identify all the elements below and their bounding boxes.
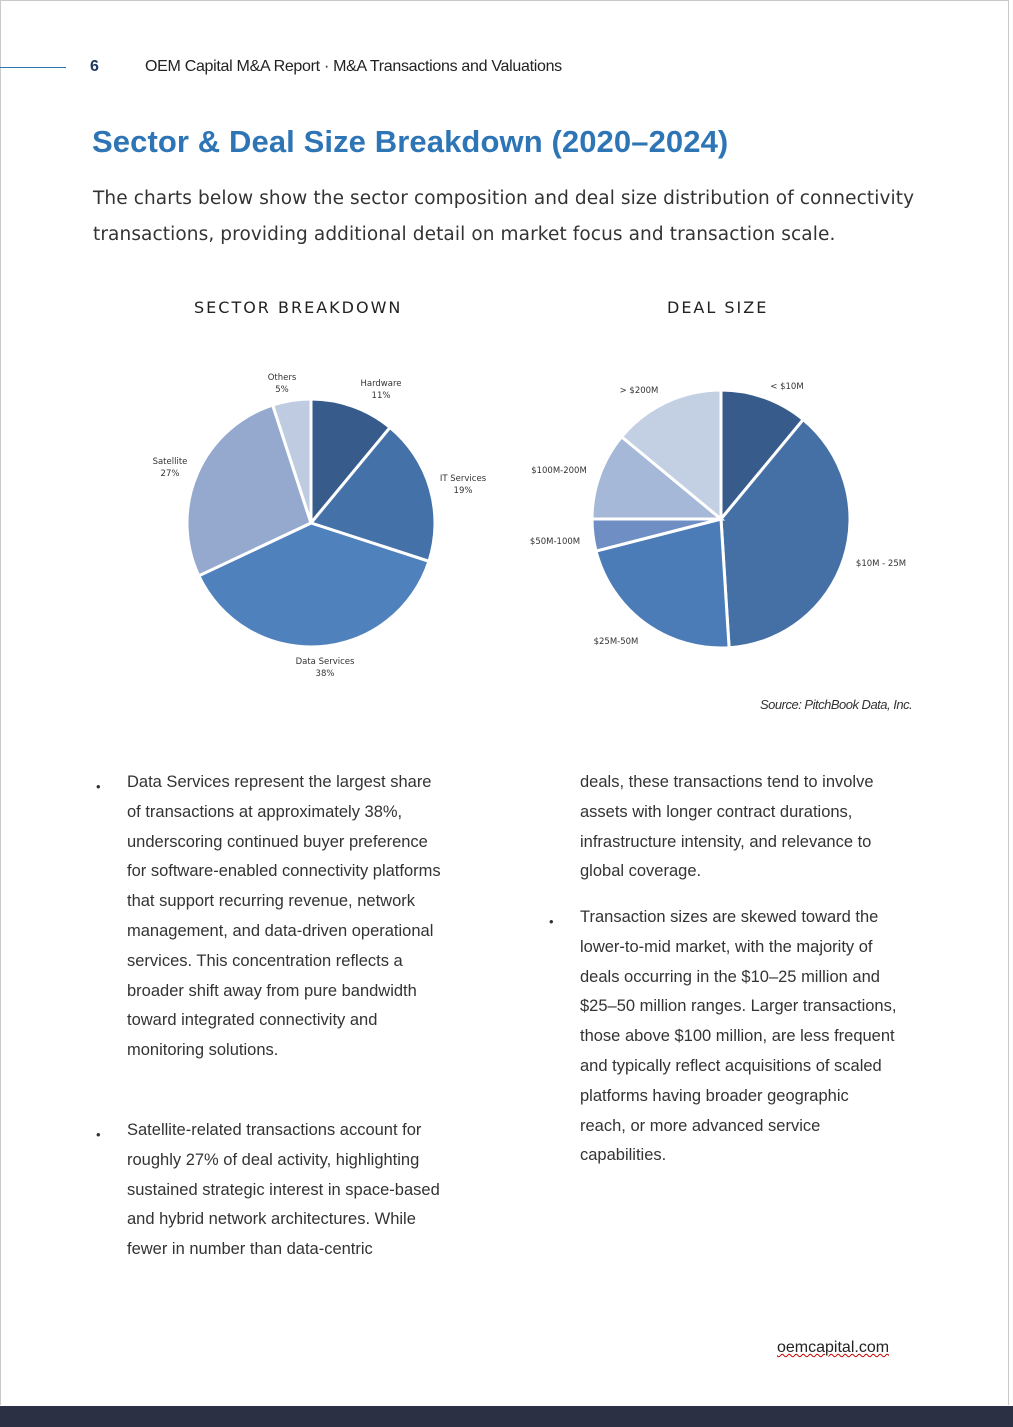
value-it-services: 19%	[453, 486, 473, 496]
label-hardware: Hardware	[360, 379, 402, 389]
value-hardware: 11%	[371, 391, 391, 401]
label-over-200m: > $200M	[619, 386, 659, 396]
website-link[interactable]: oemcapital.com	[777, 1339, 890, 1356]
intro-paragraph: The charts below show the sector composition and deal size distribution of connectivity transactions, providing additional detail on market focus and transaction scale.	[93, 188, 915, 245]
label-100m-200m: $100M-200M	[531, 466, 587, 476]
deal-size-pie	[592, 390, 850, 648]
value-satellite: 27%	[160, 469, 180, 479]
deal-size-chart-title: DEAL SIZE	[667, 298, 769, 317]
page-number: 6	[90, 58, 99, 75]
bullet-marker: •	[96, 1127, 101, 1142]
bullet-marker: •	[96, 779, 101, 794]
source-note: Source: PitchBook Data, Inc.	[760, 697, 913, 712]
value-others: 5%	[275, 385, 289, 395]
footer-band	[0, 1406, 1013, 1427]
bullet-text-data-services: Data Services represent the largest share of transactions at approximately 38%, underscoring continued buyer preference for software-enabled connectivity platforms that support recurring revenue, network management, and data-driven operational services. This concentration reflects a broader shift away from pure bandwidth toward integrated connectivity and monitoring solutions.	[127, 773, 441, 1060]
bullet-text-satellite-continued: deals, these transactions tend to involve assets with longer contract durations, infrastructure intensity, and relevance to global coverage.	[580, 773, 874, 881]
bullet-text-satellite: Satellite-related transactions account for roughly 27% of deal activity, highlighting sustained strategic interest in space-based and hybrid network architectures. While fewer in number than data-centric	[127, 1121, 440, 1259]
sector-chart-title: SECTOR BREAKDOWN	[194, 298, 403, 317]
label-10m-25m: $10M - 25M	[855, 559, 907, 569]
label-50m-100m: $50M-100M	[529, 537, 581, 547]
bullet-text-deal-size: Transaction sizes are skewed toward the lower-to-mid market, with the majority of deals occurring in the $10–25 million and $25–50 million ranges. Larger transactions, those above $100 million, are less frequent and typically reflect acquisitions of scaled platforms having broader geographic reach, or more advanced service capabilities.	[580, 908, 897, 1165]
running-head: OEM Capital M&A Report · M&A Transactions and Valuations	[145, 58, 562, 75]
label-under-10m: < $10M	[770, 382, 804, 392]
label-data-services: Data Services	[295, 657, 355, 667]
page-title: Sector & Deal Size Breakdown (2020–2024)	[92, 124, 729, 159]
sector-pie	[187, 399, 435, 647]
label-others: Others	[267, 373, 297, 383]
bullet-marker: •	[549, 914, 554, 929]
label-25m-50m: $25M-50M	[593, 637, 639, 647]
label-it-services: IT Services	[439, 474, 487, 484]
label-satellite: Satellite	[152, 457, 188, 467]
value-data-services: 38%	[315, 669, 335, 679]
